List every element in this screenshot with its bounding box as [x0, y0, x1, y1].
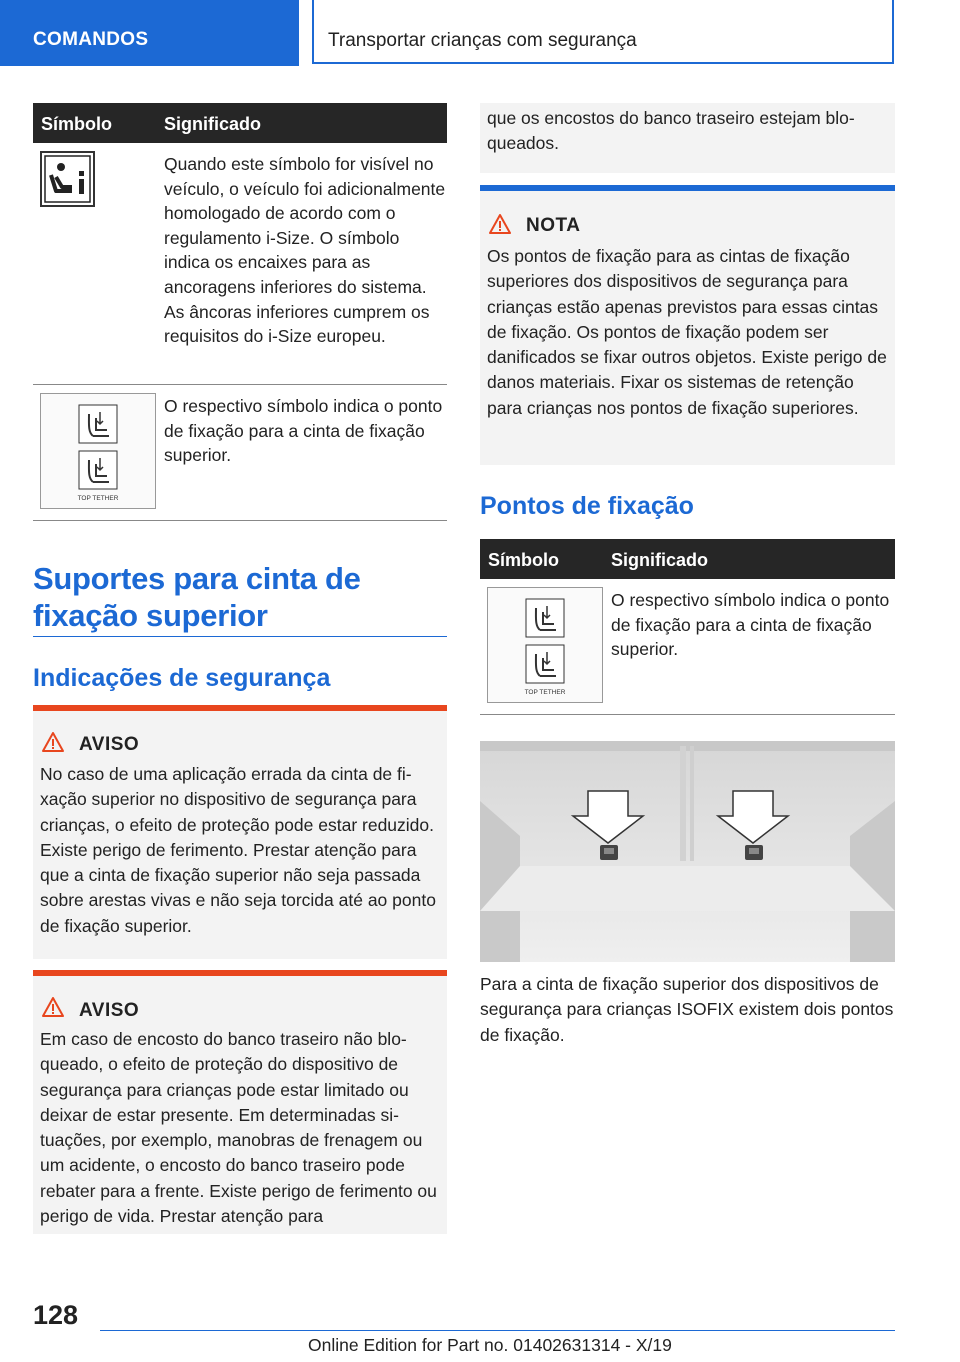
chapter-title: Transportar crianças com segurança — [328, 30, 637, 51]
isize-description: Quando este símbolo for visível no veículo, o veículo foi adicionalmente homologado de acordo com o regulamento i-Size. O símbolo indica os encaixes para as ancoragens inferiores do sistema. As âncoras inferiores cumprem os requisitos do i-Size europeu. — [164, 154, 446, 347]
table-row — [33, 385, 447, 521]
warning-triangle-icon — [41, 731, 65, 753]
top-tether-description: O respectivo símbolo indica o ponto de fixação para a cinta de fixação superior. — [611, 590, 890, 660]
warning-title: AVISO — [79, 1000, 140, 1021]
col-symbol-header: Símbolo — [488, 550, 559, 570]
subsection-heading: Indicações de segurança — [33, 664, 331, 692]
top-tether-caption: TOP TETHER — [524, 689, 566, 696]
page-number: 128 — [33, 1300, 79, 1330]
note-text: Os pontos de fixação para as cintas de fixação superiores dos dispositivos de segurança para crianças estão apenas previstos para essas cintas de fixação. Os pontos de fixação podem ser danificados se fixar outros objetos. Existe perigo de danos materiais. Fixar os sistemas de retenção para crianças nos pontos de fixação superiores. — [487, 246, 887, 418]
anchor-points-photo — [480, 741, 895, 962]
footer-edition: Online Edition for Part no. 01402631314 - X/19 — [308, 1335, 672, 1355]
table-row — [480, 579, 895, 715]
table-header — [33, 103, 447, 143]
note-bar — [480, 185, 895, 191]
warning-triangle-icon — [488, 213, 512, 235]
warning-text: No caso de uma aplicação errada da cinta de fixação superior no dispositivo de segurança para crianças, o efeito de proteção pode estar reduzido. Existe perigo de ferimento. Prestar atenção para que a cinta de fixação superior não seja passada sobre arestas vivas e não seja torcida até ao ponto de fixação superior. — [40, 764, 436, 936]
warning-bar — [33, 705, 447, 711]
warning-triangle-icon — [41, 996, 65, 1018]
top-tether-caption: TOP TETHER — [77, 495, 119, 502]
anchor-heading: Pontos de fixação — [480, 492, 694, 520]
table-header — [480, 539, 895, 579]
continuation-text: que os encostos do banco traseiro estejam bloqueados. — [487, 108, 855, 154]
note-box — [480, 185, 895, 465]
isize-seat-icon — [40, 151, 95, 207]
footer-rule — [100, 1330, 895, 1331]
col-meaning-header: Significado — [164, 114, 262, 134]
col-meaning-header: Significado — [611, 550, 709, 570]
warning-box — [33, 705, 447, 959]
warning-bar — [33, 970, 447, 976]
top-tether-description: O respectivo símbolo indica o ponto de fixação para a cinta de fixação superior. — [164, 396, 443, 466]
col-symbol-header: Símbolo — [41, 114, 112, 134]
section-rule — [33, 636, 447, 637]
section-heading: Suportes para cinta de fixação superior — [33, 561, 361, 633]
section-tab — [0, 0, 299, 66]
note-title: NOTA — [526, 215, 581, 236]
warning-box — [33, 970, 447, 1234]
warning-text: Em caso de encosto do banco traseiro não bloqueado, o efeito de proteção do dispositivo de segurança para crianças pode estar limitado ou deixar de estar presente. Em determinadas situações, por exemplo, manobras de frenagem ou um acidente, o encosto do banco traseiro pode rebater para a frente. Existe perigo de ferimento ou perigo de vida. Prestar atenção para — [40, 1029, 437, 1227]
table-row — [33, 143, 447, 385]
top-tether-icon — [487, 587, 603, 703]
section-label: COMANDOS — [33, 29, 149, 50]
symbol-table-left — [33, 103, 447, 521]
chapter-header — [312, 0, 894, 64]
continuation-box — [480, 103, 895, 173]
warning-title: AVISO — [79, 734, 140, 755]
photo-caption: Para a cinta de fixação superior dos dispositivos de segurança para crianças ISOFIX existem dois pontos de fixação. — [480, 974, 894, 1045]
top-tether-icon — [40, 393, 156, 509]
symbol-table-right — [480, 539, 895, 715]
